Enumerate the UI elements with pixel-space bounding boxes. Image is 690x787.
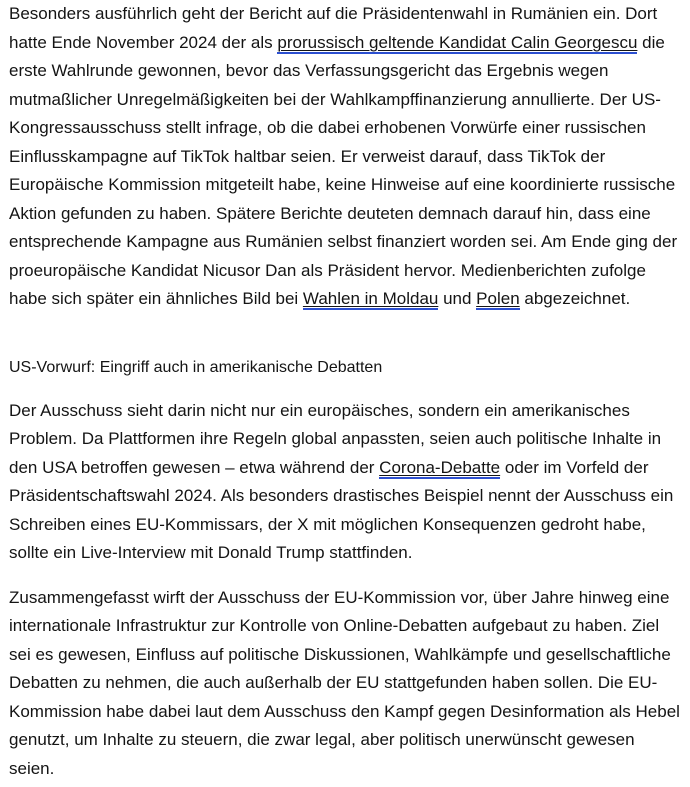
link-polen[interactable]: Polen — [476, 289, 520, 308]
paragraph: Zusammengefasst wirft der Ausschuss der EU-Kommission vor, über Jahre hinweg eine internationale Infrastruktur zur Kontrolle von Online-Debatten aufgebaut zu haben. Ziel sei es gewesen, Einfluss auf politische Diskussionen, Wahlkämpfe und gesellschaftliche Debatten zu nehmen, die auch außerhalb der EU stattgefunden haben sollen. Die EU-Kommission habe dabei laut dem Ausschuss den Kampf gegen Desinformation als Hebel genutzt, um Inhalte zu steuern, die zwar legal, aber politisch unerwünscht gewesen seien. — [9, 587, 680, 778]
link-calin-georgescu[interactable]: prorussisch geltende Kandidat Calin Georgescu — [277, 32, 638, 52]
link-corona-debatte[interactable]: Corona-Debatte — [379, 457, 501, 477]
section-subheading: US-Vorwurf: Eingriff auch in amerikanische Debatten — [9, 358, 383, 376]
paragraph: Besonders ausführlich geht der Bericht auf die Präsidentenwahl in Rumänien ein. Dort hatte Ende November 2024 der als prorussisch geltende Kandidat Calin Georgescu die erste Wahlrunde gewonnen, bevor das Verfassungsgericht das Ergebnis wegen mutmaßlicher Unregelmäßigkeiten bei der Wahlkampffinanzierung annullierte. Der US-Kongressausschuss stellt infrage, ob die dabei erhobenen Vorwürfe einer russischen Einflusskampagne auf TikTok haltbar seien. Er verweist darauf, dass TikTok der Europäische Kommission mitgeteilt habe, keine Hinweise auf eine koordinierte russische Aktion gefunden zu haben. Spätere Berichte deuteten demnach darauf hin, dass eine entsprechende Kampagne aus Rumänien selbst finanziert worden sei. Am Ende ging der proeuropäische Kandidat Nicusor Dan als Präsident hervor. Medienberichten zufolge habe sich später ein ähnliches Bild bei Wahlen in Moldau und Polen abgezeichnet. — [9, 4, 678, 308]
link-wahlen-in-moldau[interactable]: Wahlen in Moldau — [302, 289, 439, 308]
paragraph: Der Ausschuss sieht darin nicht nur ein europäisches, sondern ein amerikanisches Problem. Da Plattformen ihre Regeln global anpassten, seien auch politische Inhalte in den USA betroffen gewesen – etwa während der Corona-Debatte oder im Vorfeld der Präsidentschaftswahl 2024. Als besonders drastisches Beispiel nennt der Ausschuss ein Schreiben eines EU-Kommissars, der X mit möglichen Konsequenzen gedroht habe, sollte ein Live-Interview mit Donald Trump stattfinden. — [9, 400, 674, 562]
